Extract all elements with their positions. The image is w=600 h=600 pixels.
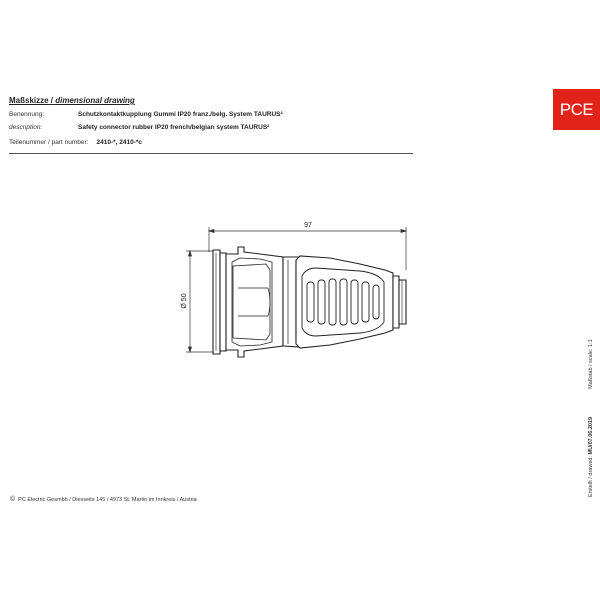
created-value: MU/07.06.2019 — [588, 416, 594, 455]
scale-value: 1:1 — [588, 339, 594, 347]
field-value: 2410-*, 2410-*c — [96, 139, 143, 146]
copyright-symbol: © — [10, 496, 16, 503]
field-label: Benennung: — [9, 111, 45, 118]
connector-body — [226, 247, 283, 357]
footer — [10, 496, 197, 503]
field-value: Schutzkontaktkupplung Gummi IP20 franz./belg. System TAURUS² — [78, 111, 283, 118]
field-label: Teilenummer / part number: — [9, 139, 89, 146]
connector-grip — [296, 256, 393, 348]
field-value: Safety connector rubber IP20 french/belgian system TAURUS² — [78, 124, 270, 131]
connector-flange — [213, 250, 226, 354]
length-dimension-label: 97 — [304, 222, 312, 229]
drawing-info-vertical — [588, 339, 594, 497]
title-english: dimensional drawing — [55, 96, 135, 105]
created-label: Erstellt / drawed: — [588, 456, 594, 497]
logo-text: PCE — [559, 99, 594, 119]
diameter-dimension-label: Ø 50 — [181, 293, 188, 309]
diameter-dimension — [186, 251, 215, 352]
title-separator: / — [48, 96, 56, 105]
title-german: Maßskizze — [9, 96, 49, 105]
field-label: description: — [9, 124, 43, 131]
cable-outlet — [393, 276, 406, 328]
company-address: PC Electric Gesmbh / Diesseits 145 / 4973 St. Martin im Innkreis / Austria — [18, 497, 197, 503]
scale-label: Maßstab / scale: — [588, 348, 594, 389]
